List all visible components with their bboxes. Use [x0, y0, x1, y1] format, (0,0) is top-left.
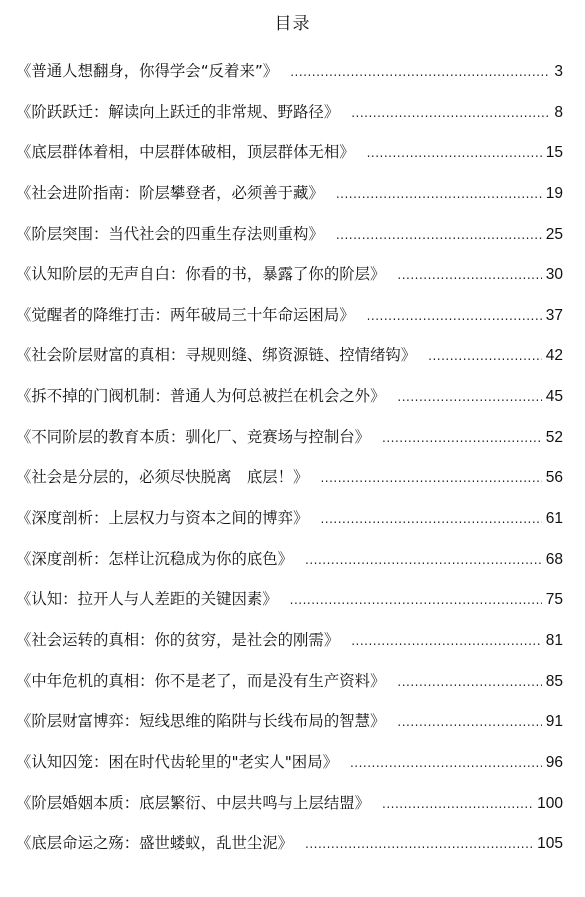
toc-entry-title: 《认知：拉开人与人差距的关键因素》	[16, 590, 278, 609]
toc-page-number: 45	[545, 388, 563, 406]
toc-dot-leader	[336, 224, 542, 246]
toc-page-number: 100	[537, 794, 563, 812]
toc-dot-leader	[367, 142, 542, 164]
toc-entry[interactable]	[0, 629, 585, 670]
toc-entry[interactable]	[0, 751, 585, 792]
toc-entry[interactable]	[0, 832, 585, 873]
toc-entry-title: 《阶层婚姻本质：底层繁衍、中层共鸣与上层结盟》	[16, 793, 370, 812]
toc-dot-leader	[290, 61, 550, 83]
toc-entry[interactable]	[0, 670, 585, 711]
toc-entry-title: 《觉醒者的降维打击：两年破局三十年命运困局》	[16, 305, 355, 324]
toc-entry[interactable]	[0, 304, 585, 345]
toc-entry-title: 《中年危机的真相：你不是老了，而是没有生产资料》	[16, 671, 386, 690]
toc-entry-title: 《认知阶层的无声自白：你看的书，暴露了你的阶层》	[16, 265, 386, 284]
toc-page-number: 15	[545, 144, 563, 162]
toc-page-number: 3	[554, 63, 563, 80]
toc-dot-leader	[428, 345, 542, 367]
toc-page-number: 61	[545, 510, 563, 528]
toc-page-number: 8	[554, 103, 563, 121]
toc-entry-title: 《社会运转的真相：你的贫穷，是社会的刚需》	[16, 630, 340, 649]
toc-dot-leader	[320, 508, 541, 530]
toc-entry[interactable]	[0, 344, 585, 385]
toc-page-number: 91	[545, 713, 563, 731]
toc-entry-title: 《普通人想翻身，你得学会“反着来”》	[16, 62, 279, 80]
toc-dot-leader	[305, 549, 542, 571]
toc-page-number: 75	[545, 591, 563, 609]
toc-entry[interactable]	[0, 263, 585, 304]
toc-entry[interactable]	[0, 101, 585, 142]
toc-entry-title: 《社会是分层的，必须尽快脱离 底层！》	[16, 468, 309, 487]
toc-dot-leader	[367, 305, 542, 327]
toc-dot-leader	[350, 752, 542, 774]
toc-dot-leader	[351, 630, 542, 652]
toc-entry[interactable]	[0, 223, 585, 264]
toc-page-number: 19	[545, 184, 563, 202]
toc-dot-leader	[397, 264, 541, 286]
page-title: 目录	[274, 14, 311, 34]
toc-page-number: 42	[545, 347, 563, 365]
toc-page-number: 37	[545, 306, 563, 324]
toc-entry[interactable]	[0, 710, 585, 751]
toc-entry-title: 《认知囚笼：困在时代齿轮里的"老实人"困局》	[16, 752, 338, 771]
toc-entry-title: 《阶跃跃迁：解读向上跃迁的非常规、野路径》	[16, 102, 340, 121]
toc-page-number: 30	[545, 266, 563, 284]
toc-entry-title: 《拆不掉的门阀机制：普通人为何总被拦在机会之外》	[16, 387, 386, 406]
toc-entry[interactable]	[0, 588, 585, 629]
toc-entry[interactable]	[0, 141, 585, 182]
toc-dot-leader	[397, 711, 541, 733]
toc-page-number: 85	[545, 672, 563, 690]
toc-page-number: 96	[545, 753, 563, 771]
toc-list	[0, 60, 585, 873]
toc-entry[interactable]	[0, 60, 585, 101]
toc-page-number: 68	[545, 550, 563, 568]
toc-entry-title: 《底层命运之殇：盛世蝼蚁，乱世尘泥》	[16, 834, 294, 853]
toc-entry-title: 《深度剖析：怎样让沉稳成为你的底色》	[16, 549, 294, 568]
toc-page-number: 25	[545, 225, 563, 243]
toc-entry[interactable]	[0, 385, 585, 426]
toc-entry[interactable]	[0, 507, 585, 548]
toc-entry-title: 《不同阶层的教育本质：驯化厂、竞赛场与控制台》	[16, 427, 370, 446]
toc-dot-leader	[382, 793, 533, 815]
toc-dot-leader	[305, 833, 533, 855]
toc-entry[interactable]	[0, 548, 585, 589]
toc-dot-leader	[320, 467, 541, 489]
toc-entry[interactable]	[0, 466, 585, 507]
toc-entry[interactable]	[0, 426, 585, 467]
toc-dot-leader	[336, 183, 542, 205]
toc-page-number: 81	[545, 631, 563, 649]
toc-dot-leader	[397, 386, 541, 408]
toc-entry-title: 《阶层财富博弈：短线思维的陷阱与长线布局的智慧》	[16, 712, 386, 731]
toc-page-number: 52	[545, 428, 563, 446]
toc-dot-leader	[397, 671, 541, 693]
toc-entry-title: 《底层群体着相，中层群体破相，顶层群体无相》	[16, 143, 355, 162]
toc-entry[interactable]	[0, 182, 585, 223]
toc-entry[interactable]	[0, 792, 585, 833]
toc-page-number: 105	[537, 835, 563, 853]
toc-entry-title: 《阶层突围：当代社会的四重生存法则重构》	[16, 224, 324, 243]
toc-entry-title: 《社会进阶指南：阶层攀登者，必须善于藏》	[16, 183, 324, 202]
toc-entry-title: 《社会阶层财富的真相：寻规则缝、绑资源链、控情绪钩》	[16, 346, 417, 365]
toc-dot-leader	[290, 589, 542, 611]
toc-dot-leader	[382, 427, 542, 449]
toc-entry-title: 《深度剖析：上层权力与资本之间的博弈》	[16, 509, 309, 528]
toc-page-number: 56	[545, 469, 563, 487]
toc-dot-leader	[351, 102, 550, 124]
